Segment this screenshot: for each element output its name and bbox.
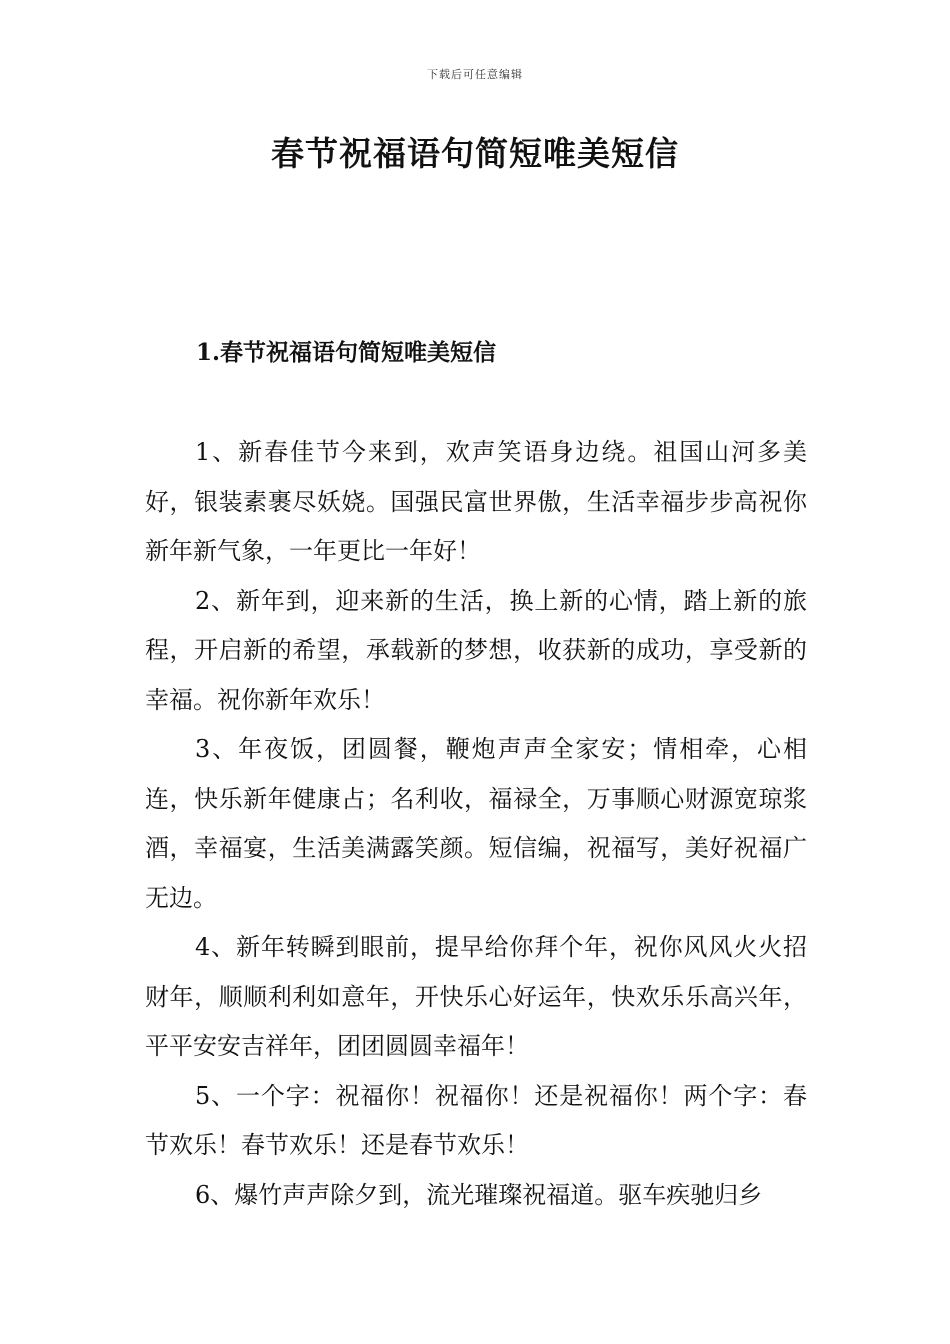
- document-body: [145, 428, 807, 1220]
- paragraph-5: 5、一个字：祝福你！祝福你！还是祝福你！两个字：春节欢乐！春节欢乐！还是春节欢乐！: [145, 1081, 807, 1159]
- paragraph-2: 2、新年到，迎来新的生活，换上新的心情，踏上新的旅程，开启新的希望，承载新的梦想，收获新的成功，享受新的幸福。祝你新年欢乐！: [145, 586, 807, 714]
- header-note: 下载后可任意编辑: [427, 68, 523, 81]
- document-title: 春节祝福语句简短唯美短信: [271, 134, 679, 173]
- paragraph-6: 6、爆竹声声除夕到，流光璀璨祝福道。驱车疾驰归乡: [195, 1180, 763, 1209]
- section-heading: 1.春节祝福语句简短唯美短信: [196, 339, 497, 366]
- paragraph-1: 1、新春佳节今来到，欢声笑语身边绕。祖国山河多美好，银装素裹尽妖娆。国强民富世界傲，生活幸福步步高祝你新年新气象，一年更比一年好！: [145, 438, 807, 565]
- paragraph-3: 3、年夜饭，团圆餐，鞭炮声声全家安；情相牵，心相连，快乐新年健康占；名利收，福禄全，万事顺心财源宽琼浆酒，幸福宴，生活美满露笑颜。短信编，祝福写，美好祝福广无边。: [145, 735, 807, 912]
- paragraph-4: 4、新年转瞬到眼前，提早给你拜个年，祝你风风火火招财年，顺顺利利如意年，开快乐心好运年，快欢乐乐高兴年，平平安安吉祥年，团团圆圆幸福年！: [145, 933, 807, 1060]
